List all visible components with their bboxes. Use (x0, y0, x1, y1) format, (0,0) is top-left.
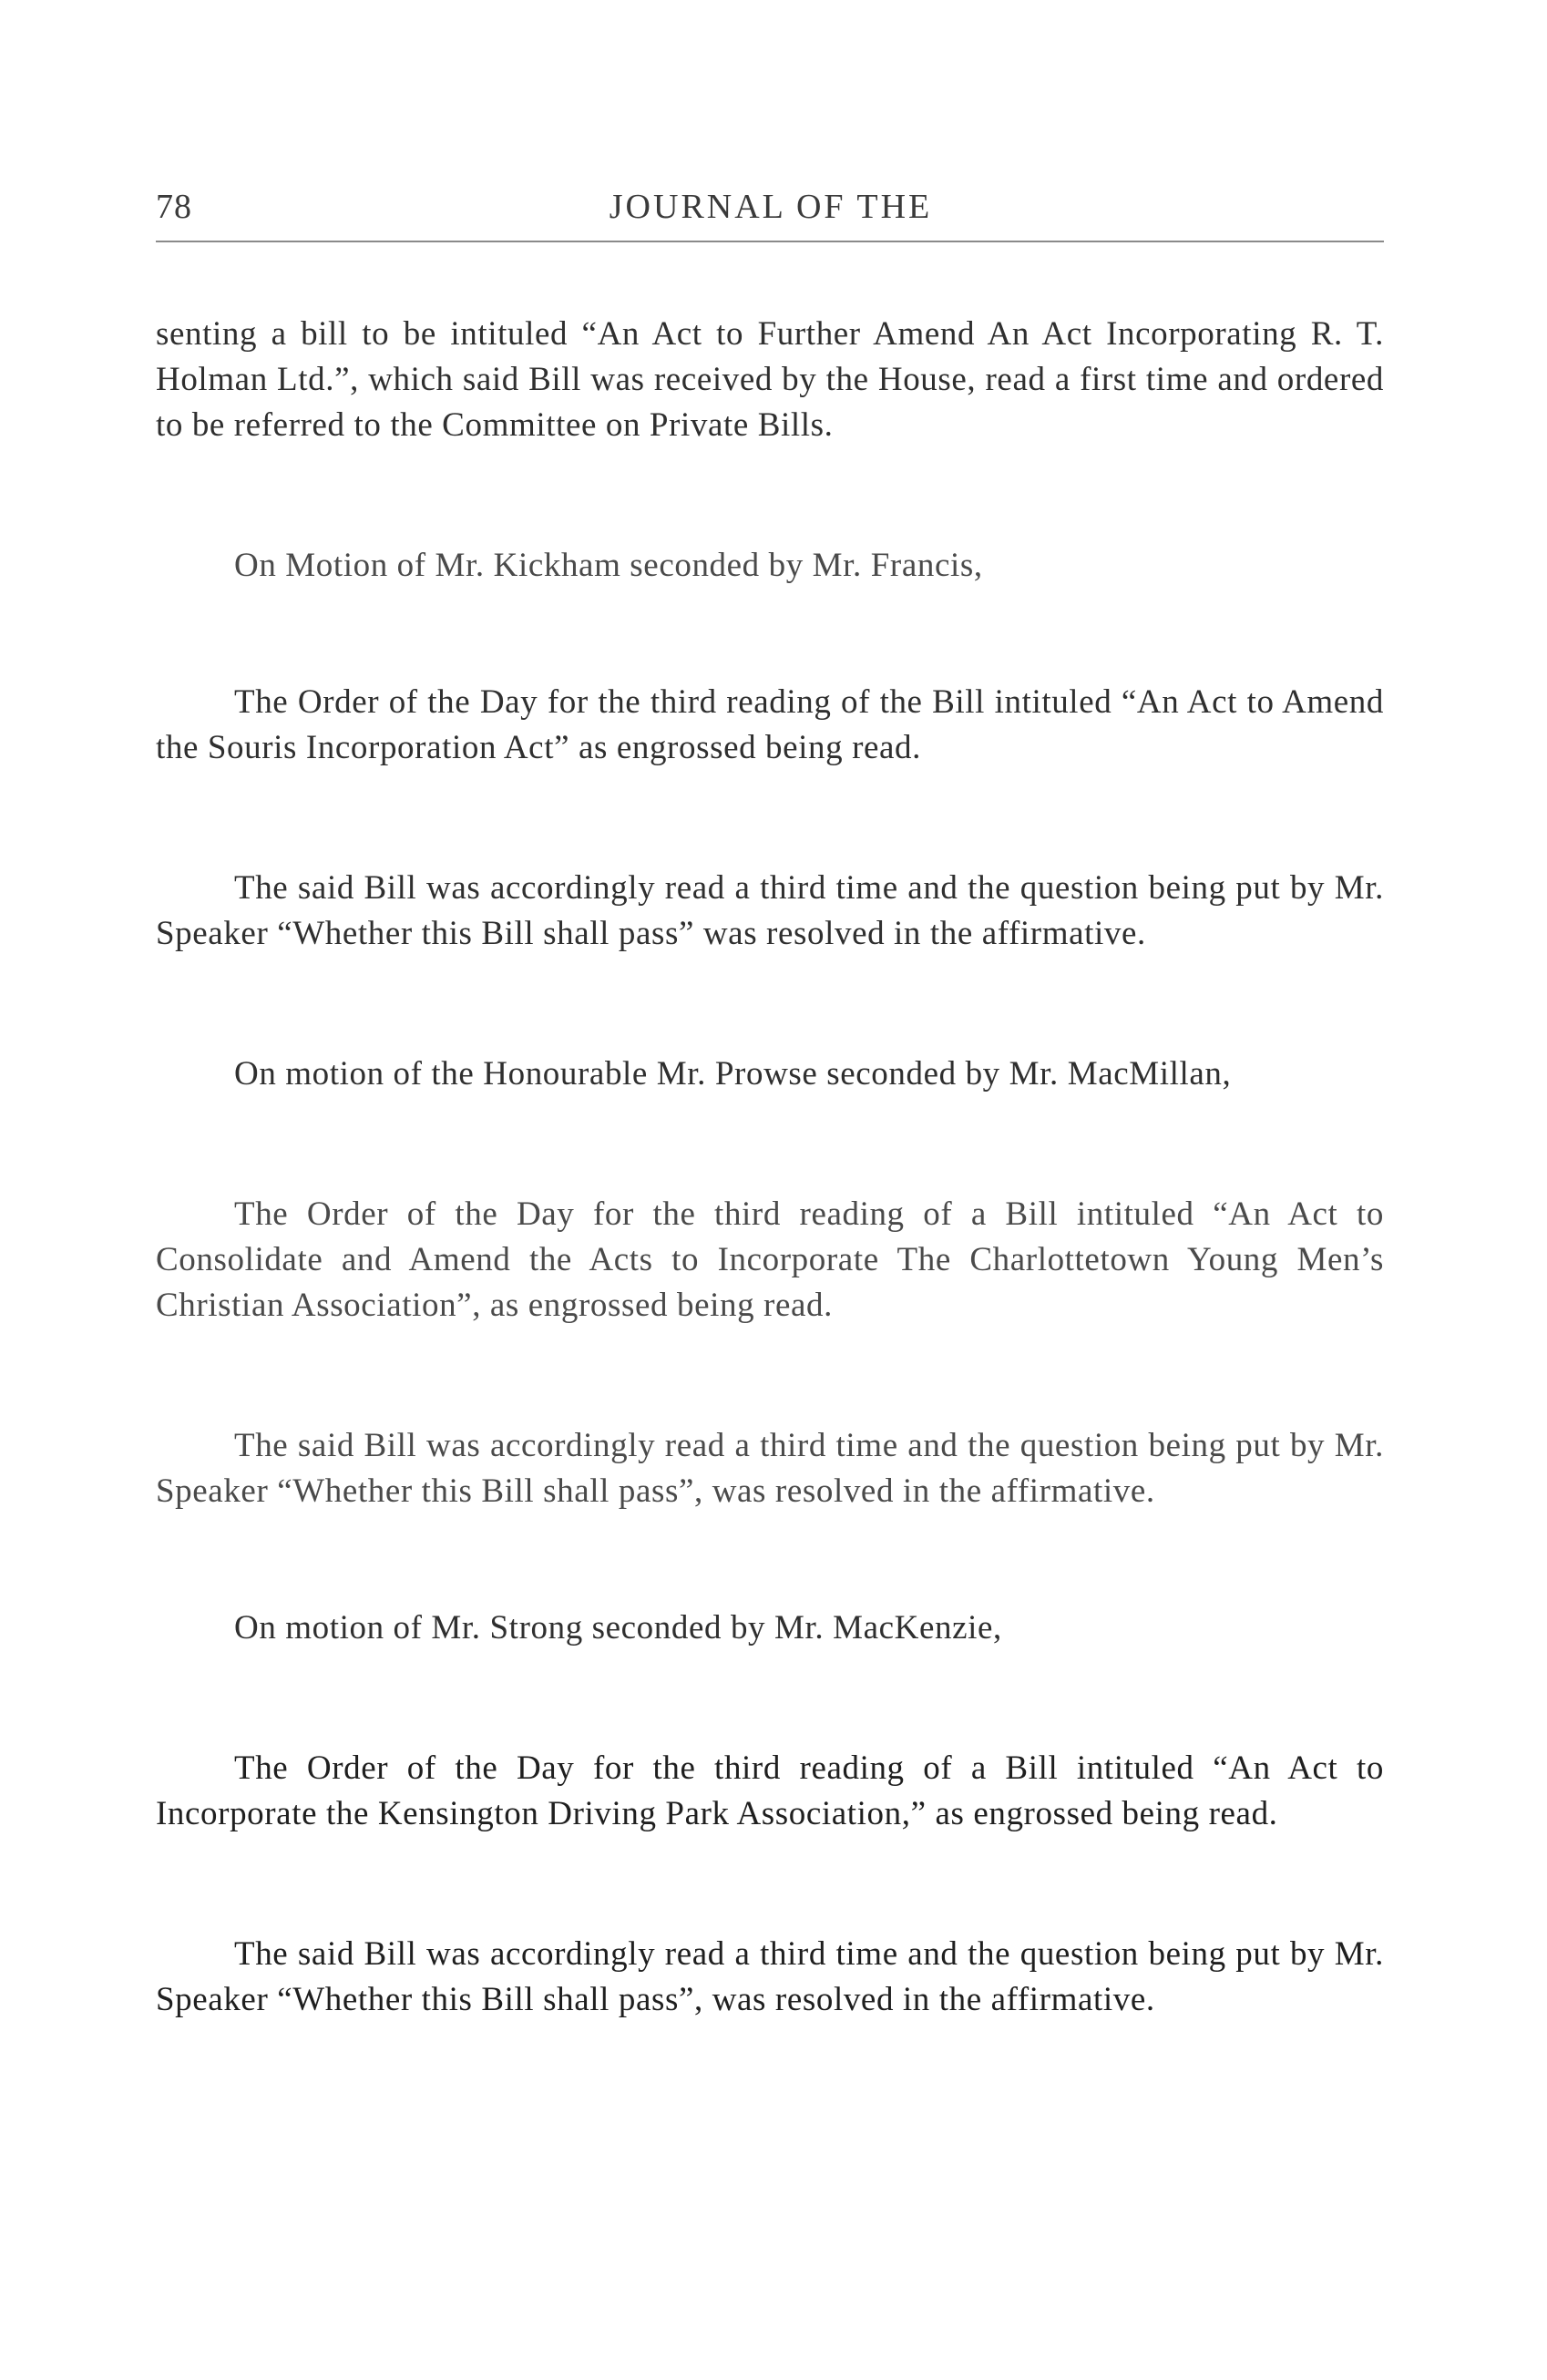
paragraph-resolved-kensington: The said Bill was accordingly read a third time and the question being put by Mr. Speaker “Whether this Bill shall pass”, was resolved in the affirmative. (156, 1935, 1384, 2018)
paragraph-motion-strong: On motion of Mr. Strong seconded by Mr. MacKenzie, (234, 1609, 1002, 1647)
paragraph-order-ymca: The Order of the Day for the third reading of a Bill intituled “An Act to Consolidate and Amend the Acts to Incorporate The Charlottetown Young Men’s Christian Association”, as engrossed being read. (156, 1195, 1384, 1324)
page-number: 78 (156, 188, 192, 226)
paragraph-resolved-souris: The said Bill was accordingly read a third time and the question being put by Mr. Speaker “Whether this Bill shall pass” was resolved in the affirmative. (156, 869, 1384, 952)
paragraph-motion-prowse: On motion of the Honourable Mr. Prowse seconded by Mr. MacMillan, (234, 1055, 1232, 1093)
paragraph-bill-referral: senting a bill to be intituled “An Act to Further Amend An Act Incorporating R. T. Holman Ltd.”, which said Bill was received by the House, read a first time and ordered to be referred to the Committee on Private Bills. (156, 315, 1384, 444)
journal-title: JOURNAL OF THE (609, 188, 933, 226)
running-head (156, 187, 1386, 241)
paragraph-resolved-ymca: The said Bill was accordingly read a third time and the question being put by Mr. Speaker “Whether this Bill shall pass”, was resolved in the affirmative. (156, 1427, 1384, 1510)
paragraph-order-souris: The Order of the Day for the third reading of the Bill intituled “An Act to Amend the Souris Incorporation Act” as engrossed being read. (156, 683, 1384, 766)
paragraph-motion-kickham: On Motion of Mr. Kickham seconded by Mr. Francis, (234, 547, 983, 584)
journal-body (156, 312, 1384, 2023)
paragraph-order-kensington: The Order of the Day for the third reading of a Bill intituled “An Act to Incorporate the Kensington Driving Park Association,” as engrossed being read. (156, 1749, 1384, 1832)
header-rule (156, 241, 1384, 242)
